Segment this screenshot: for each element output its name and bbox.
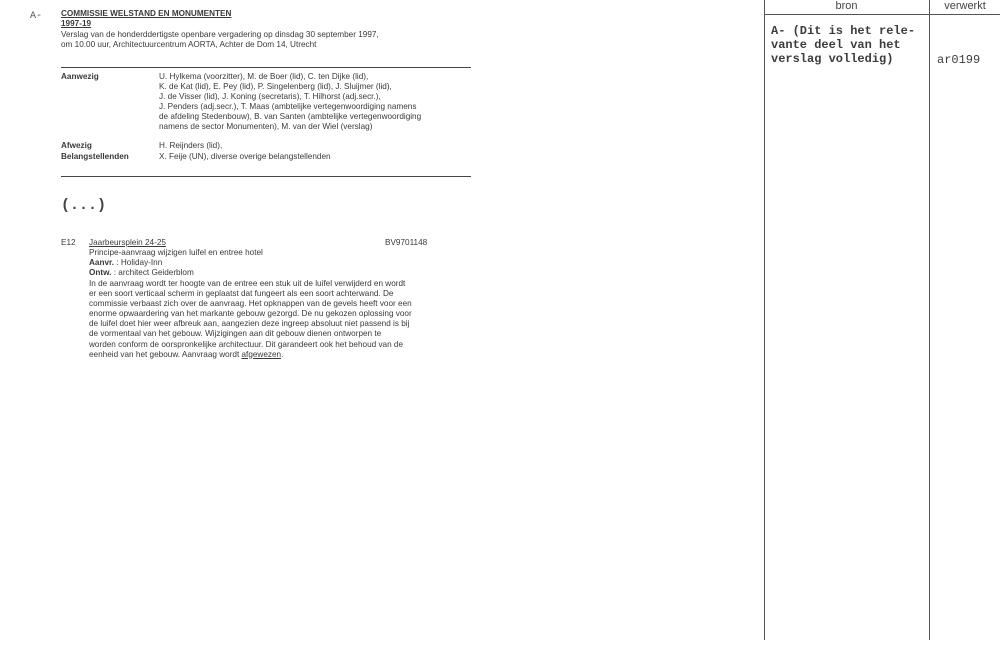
- item-code: E12: [61, 238, 76, 247]
- absent-value: H. Reijnders (lid),: [159, 141, 223, 150]
- body-line: enorme opwaardering van het markante gebouw gezorgd. De nu gekozen oplossing voor: [89, 309, 412, 319]
- present-label: Aanwezig: [61, 72, 99, 81]
- body-line: commissie verbaast zich over de aanvraag. Het opknappen van de gevels heeft voor een: [89, 299, 412, 309]
- table-header-divider: [764, 14, 1000, 15]
- item-body: [89, 279, 479, 360]
- stakeholders-label: Belangstellenden: [61, 152, 129, 161]
- omission-ellipsis: (...): [61, 197, 107, 214]
- designer-row: [89, 268, 194, 278]
- margin-marker: A-: [30, 11, 43, 22]
- attendance-divider: [61, 176, 471, 177]
- body-line: er een soort verticaal scherm in geplaatst dat fungeert als een soort achterwand. De: [89, 289, 394, 299]
- header-line-1: Verslag van de honderddertigste openbare vergadering op dinsdag 30 september 1997,: [61, 30, 379, 39]
- present-line: de afdeling Stedenbouw), B. van Santen (ambtelijke vertegenwoordiging: [159, 112, 422, 122]
- applicant-label: Aanvr.: [89, 258, 115, 267]
- column-header-source: bron: [835, 0, 858, 12]
- column-header-processed: verwerkt: [944, 0, 986, 12]
- table-column-divider: [929, 0, 930, 640]
- item-reference: BV9701148: [385, 238, 428, 247]
- present-line: K. de Kat (lid), E. Pey (lid), P. Singelenberg (lid), J. Sluijmer (lid),: [159, 82, 392, 92]
- stakeholders-value: X. Feije (UN), diverse overige belangstellenden: [159, 152, 331, 161]
- item-address: Jaarbeursplein 24-25: [89, 238, 166, 247]
- body-line-prefix: eenheid van het gebouw. Aanvraag wordt: [89, 349, 242, 359]
- present-line: J. de Visser (lid), J. Koning (secretaris), T. Hilhorst (adj.secr.),: [159, 92, 381, 102]
- body-line: worden conform de oorspronkelijke architectuur. Dit garandeert ook het behoud van de: [89, 339, 404, 349]
- applicant-value: : Holiday-Inn: [116, 258, 163, 267]
- source-note: [771, 24, 915, 66]
- present-line: J. Penders (adj.secr.), T. Maas (ambtelijke vertegenwoordiging namens: [159, 102, 417, 112]
- designer-value: : architect Geiderblom: [113, 268, 194, 277]
- item-subject: Principe-aanvraag wijzigen luifel en entree hotel: [89, 248, 263, 257]
- source-note-line: verslag volledig): [771, 52, 894, 66]
- body-last-line: [89, 350, 479, 360]
- body-line: In de aanvraag wordt ter hoogte van de entree een stuk uit de luifel verwijderd en wordt: [89, 279, 406, 288]
- source-note-line: vante deel van het: [771, 38, 901, 52]
- table-left-border: [764, 0, 765, 640]
- processed-code: ar0199: [937, 53, 981, 67]
- absent-label: Afwezig: [61, 141, 92, 150]
- present-line: namens de sector Monumenten), M. van der Wiel (verslag): [159, 122, 373, 132]
- present-line: U. Hylkema (voorzitter), M. de Boer (lid), C. ten Dijke (lid),: [159, 72, 369, 81]
- body-line: de vormentaal van het gebouw. Wijzigingen aan dit gebouw dienen ontworpen te: [89, 329, 382, 339]
- verdict: afgewezen: [241, 349, 282, 359]
- source-note-line: A- (Dit is het rele-: [771, 24, 916, 38]
- present-list: [159, 72, 479, 133]
- designer-label: Ontw.: [89, 268, 112, 277]
- applicant-row: [89, 258, 162, 268]
- body-line-suffix: .: [281, 349, 284, 359]
- body-line: de luifel doet hier weer afbreuk aan, aangezien deze ingreep absoluut niet passend is bij: [89, 319, 410, 329]
- header-divider: [61, 67, 471, 68]
- report-number: 1997-19: [61, 19, 92, 28]
- header-title: COMMISSIE WELSTAND EN MONUMENTEN: [61, 9, 232, 18]
- header-line-2: om 10.00 uur, Architectuurcentrum AORTA, Achter de Dom 14, Utrecht: [61, 40, 317, 49]
